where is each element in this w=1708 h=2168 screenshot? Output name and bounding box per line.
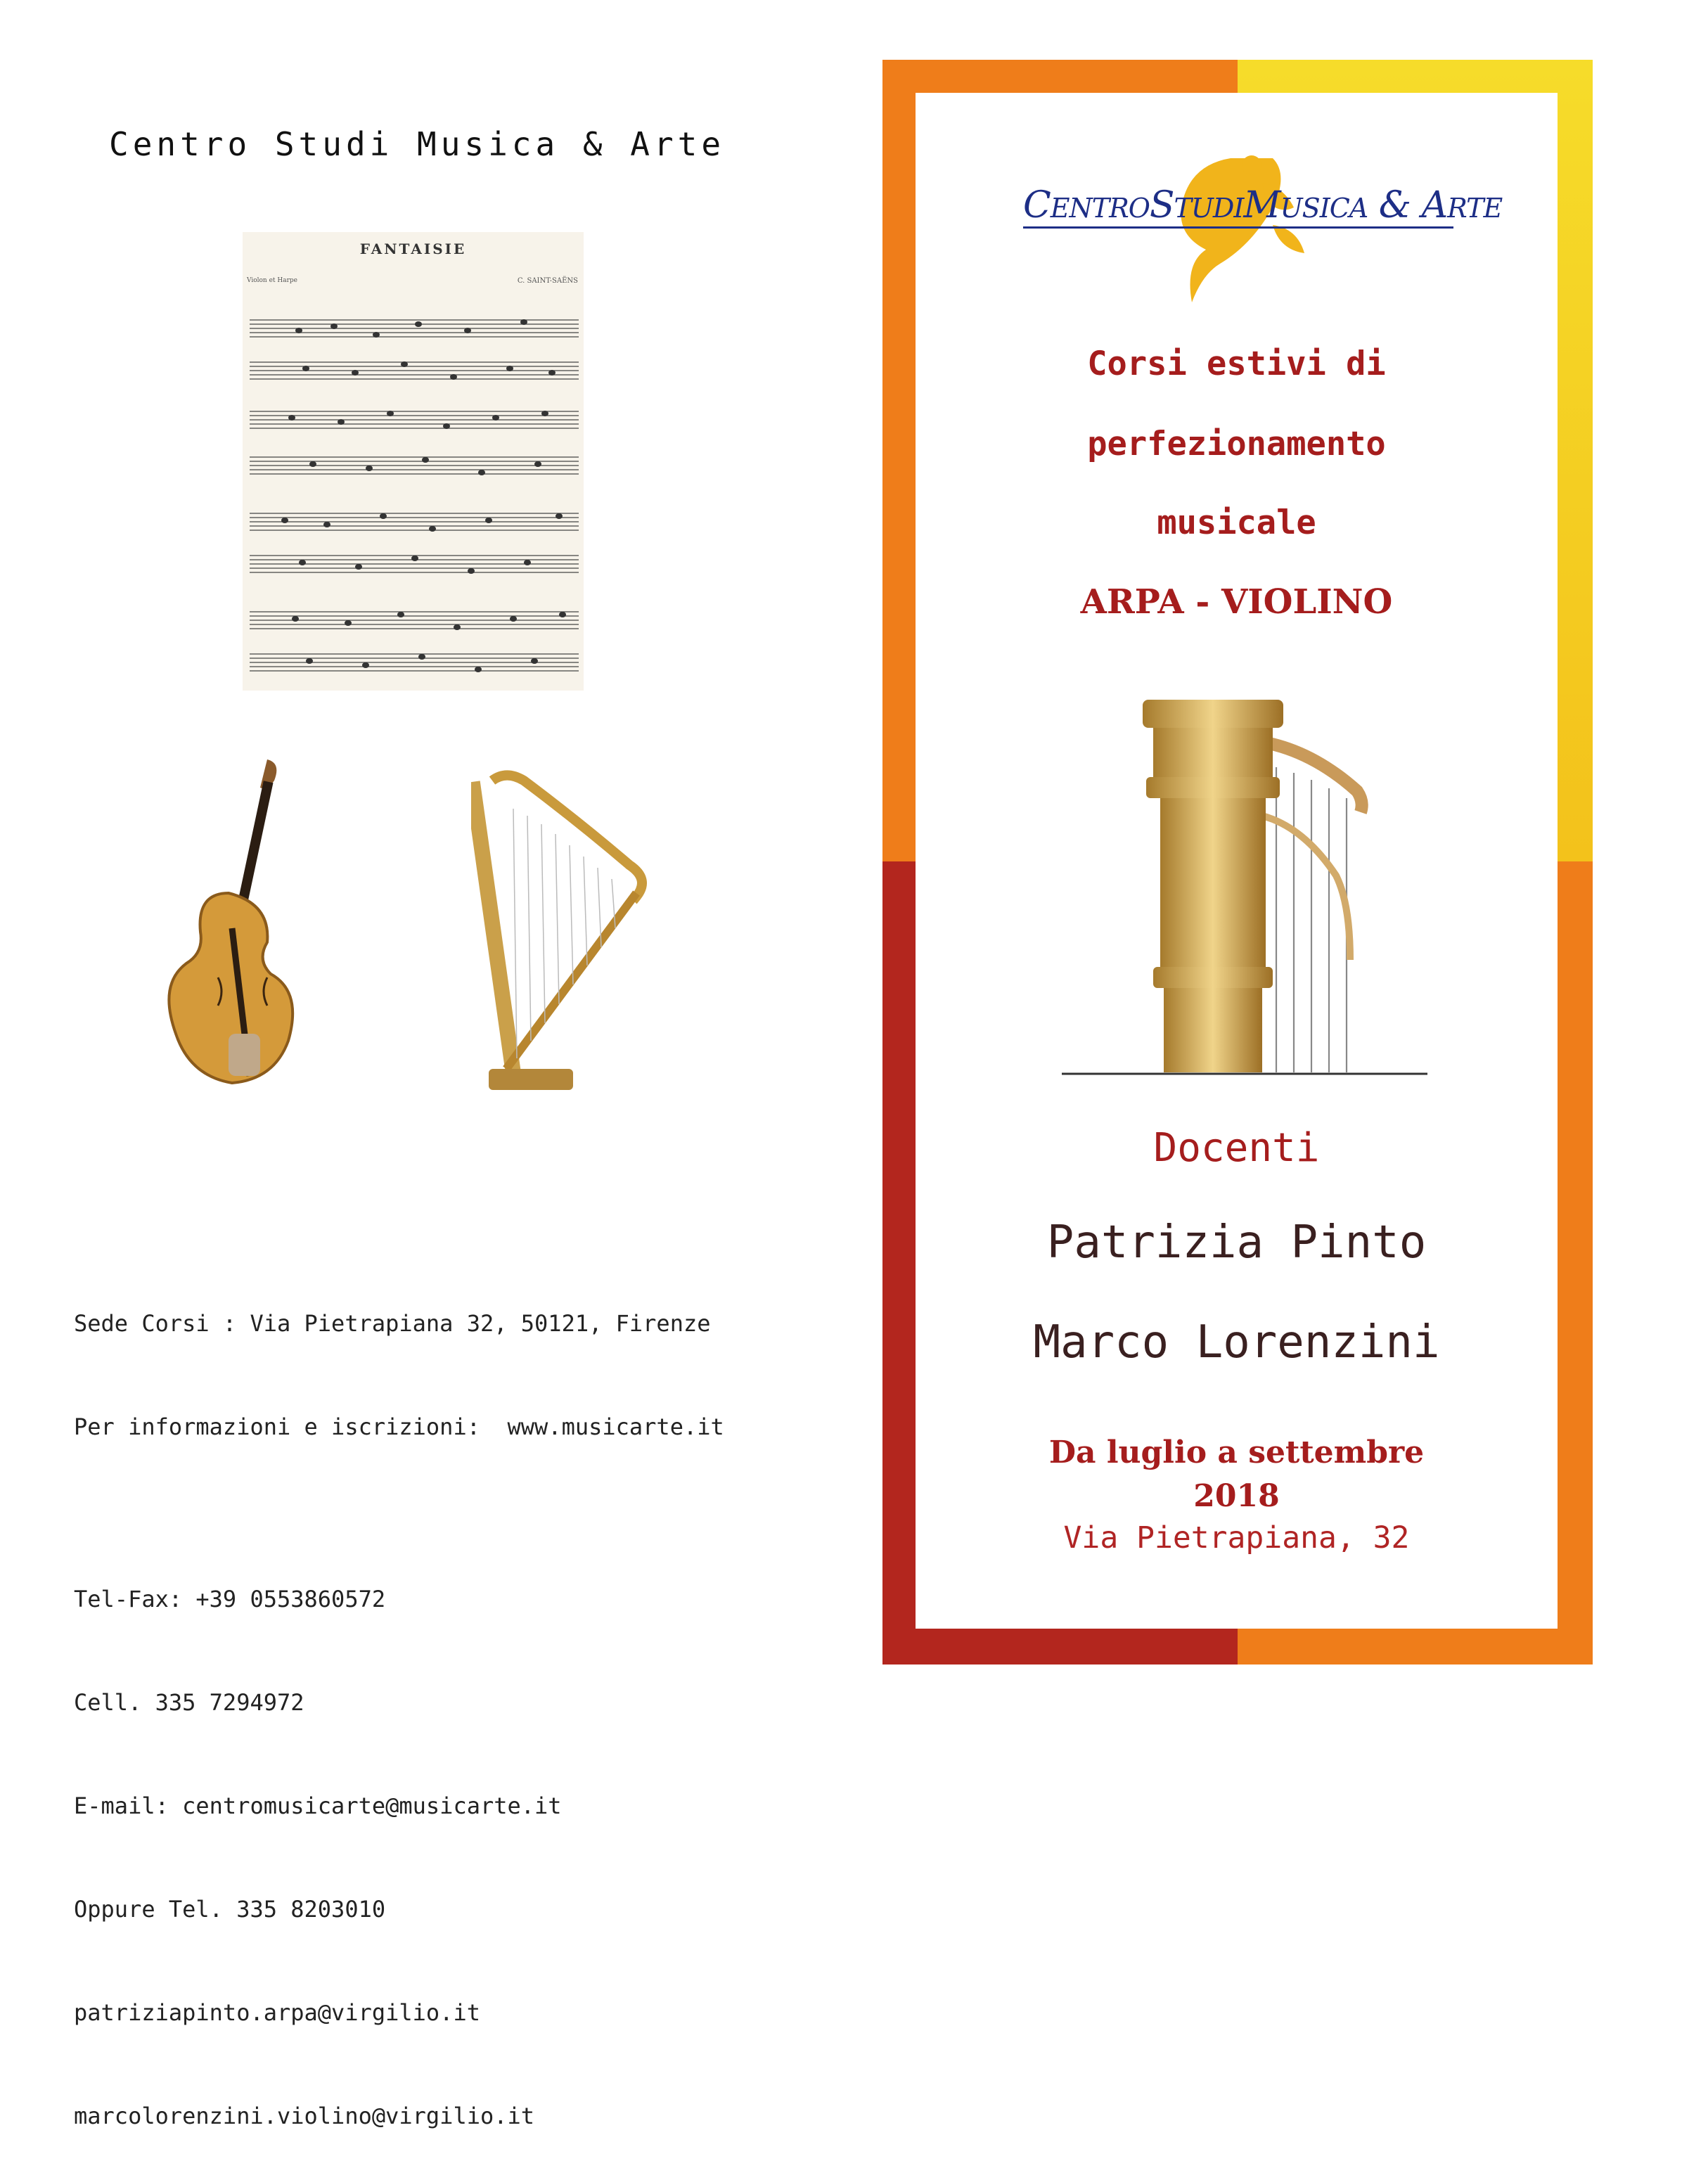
dates-line: Da luglio a settembre <box>1048 1435 1425 1470</box>
logo-letter: & <box>1368 184 1422 226</box>
logo-letter: C <box>1023 184 1051 226</box>
logo-letter: M <box>1243 184 1280 226</box>
logo-letter: A <box>1421 184 1448 226</box>
contact-line: patriziapinto.arpa@virgilio.it <box>74 1999 480 2026</box>
logo-underline <box>1023 226 1453 229</box>
contact-line: Sede Corsi : Via Pietrapiana 32, 50121, Firenze <box>74 1310 711 1337</box>
headline-line: musicale <box>1157 503 1316 542</box>
logo-letter: S <box>1149 184 1174 226</box>
logo-letter: ENTRO <box>1050 193 1150 224</box>
sheet-composer: C. SAINT-SAËNS <box>517 277 578 285</box>
logo-text <box>1023 184 1502 226</box>
sheet-instruments: Violon et Harpe <box>247 277 297 284</box>
docenti-label: Docenti <box>1153 1125 1320 1171</box>
harp-column-image <box>1062 700 1427 1076</box>
headline-line: Corsi estivi di <box>1087 345 1386 383</box>
contact-line: Cell. 335 7294972 <box>74 1689 304 1716</box>
instruments-title: ARPA - VIOLINO <box>1080 582 1393 622</box>
teacher-name: Patrizia Pinto <box>1046 1217 1427 1269</box>
contact-line: Per informazioni e iscrizioni: www.musicarte.it <box>74 1413 724 1440</box>
teacher-name: Marco Lorenzini <box>1033 1316 1440 1368</box>
sheet-music-image <box>243 232 584 691</box>
harp-image <box>471 767 654 1097</box>
dates-year: 2018 <box>1193 1478 1280 1514</box>
contact-line: Tel-Fax: +39 0553860572 <box>74 1586 386 1612</box>
contact-line: marcolorenzini.violino@virgilio.it <box>74 2103 535 2129</box>
logo-letter: USICA <box>1280 193 1368 224</box>
logo-letter: RTE <box>1447 193 1503 224</box>
sheet-title: FANTAISIE <box>359 240 467 257</box>
violin-image <box>162 752 316 1104</box>
contact-line: Oppure Tel. 335 8203010 <box>74 1896 386 1923</box>
contact-line: E-mail: centromusicarte@musicarte.it <box>74 1792 562 1819</box>
course-address: Via Pietrapiana, 32 <box>1063 1520 1410 1556</box>
logo-letter: TUDI <box>1174 193 1244 224</box>
staff-lines <box>243 232 584 691</box>
headline-line: perfezionamento <box>1087 425 1386 463</box>
contact-info <box>74 1238 724 2168</box>
left-title: Centro Studi Musica & Arte <box>109 125 726 163</box>
